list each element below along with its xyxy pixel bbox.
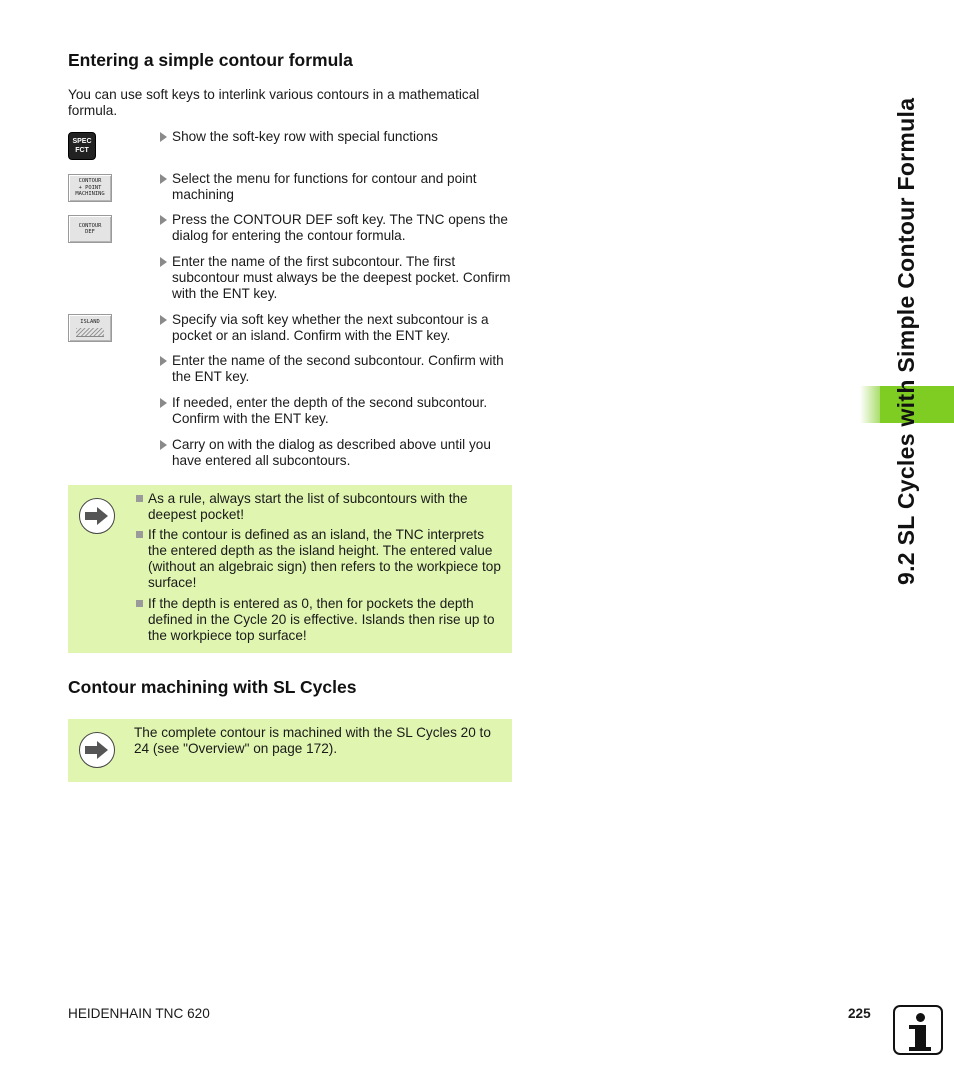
step-item	[160, 129, 515, 145]
note-text: If the contour is defined as an island, the TNC interprets the entered depth as the island height. The entered value (without an algebraic sign) then refers to the workpiece top surface!	[148, 527, 501, 590]
triangle-bullet-icon	[160, 440, 167, 450]
step-text: Show the soft-key row with special functions	[172, 129, 438, 144]
step-text: Press the CONTOUR DEF soft key. The TNC opens the dialog for entering the contour formula.	[172, 212, 508, 243]
triangle-bullet-icon	[160, 356, 167, 366]
step-item	[160, 212, 515, 244]
spec-fct-key[interactable]	[68, 132, 96, 160]
triangle-bullet-icon	[160, 257, 167, 267]
note-box-subcontours	[68, 485, 512, 653]
note-list-item	[134, 491, 504, 523]
step-text: Specify via soft key whether the next subcontour is a pocket or an island. Confirm with the ENT key.	[172, 312, 489, 343]
step-item	[160, 437, 515, 469]
section-heading-contour-machining: Contour machining with SL Cycles	[68, 677, 357, 697]
note-text: As a rule, always start the list of subcontours with the deepest pocket!	[148, 491, 468, 522]
arrow-right-icon	[79, 498, 115, 534]
island-hatch-icon	[76, 328, 104, 337]
contour-def-softkey[interactable]	[68, 215, 112, 243]
triangle-bullet-icon	[160, 174, 167, 184]
step-item	[160, 353, 515, 385]
section-heading-simple-contour-formula: Entering a simple contour formula	[68, 50, 353, 70]
step-text: Carry on with the dialog as described above until you have entered all subcontours.	[172, 437, 491, 468]
page-number: 225	[848, 1006, 871, 1021]
spec-fct-key-line2: FCT	[75, 147, 89, 154]
note-text: The complete contour is machined with the SL Cycles 20 to 24 (see "Overview" on page 172).	[134, 725, 491, 756]
intro-paragraph: You can use soft keys to interlink various contours in a mathematical formula.	[68, 87, 480, 118]
spec-fct-key-line1: SPEC	[72, 138, 92, 145]
softkey-line1: CONTOUR	[78, 178, 102, 185]
triangle-bullet-icon	[160, 132, 167, 142]
square-bullet-icon	[136, 600, 143, 607]
arrow-right-icon	[79, 732, 115, 768]
step-item	[160, 254, 515, 302]
note-list-item	[134, 527, 504, 591]
info-icon	[893, 1005, 943, 1055]
island-softkey[interactable]	[68, 314, 112, 342]
softkey-line1: CONTOUR	[78, 222, 102, 229]
chapter-side-title: 9.2 SL Cycles with Simple Contour Formula	[893, 97, 919, 585]
square-bullet-icon	[136, 495, 143, 502]
footer-product-name: HEIDENHAIN TNC 620	[68, 1006, 210, 1021]
triangle-bullet-icon	[160, 398, 167, 408]
softkey-line2: + POINT	[78, 184, 102, 191]
softkey-line1: ISLAND	[80, 318, 100, 325]
note-box-contour-machining	[68, 719, 512, 782]
step-item	[160, 171, 515, 203]
triangle-bullet-icon	[160, 315, 167, 325]
note-list-item	[134, 596, 504, 644]
step-text: If needed, enter the depth of the second subcontour. Confirm with the ENT key.	[172, 395, 488, 426]
step-item	[160, 312, 515, 344]
note-text: If the depth is entered as 0, then for pockets the depth defined in the Cycle 20 is effective. Islands then rise up to the workpiece top surface!	[148, 596, 495, 643]
step-text: Enter the name of the first subcontour. The first subcontour must always be the deepest pocket. Confirm with the ENT key.	[172, 254, 511, 301]
step-item	[160, 395, 515, 427]
contour-point-machining-softkey[interactable]	[68, 174, 112, 202]
softkey-line3: MACHINING	[75, 191, 105, 198]
step-text: Enter the name of the second subcontour. Confirm with the ENT key.	[172, 353, 504, 384]
step-text: Select the menu for functions for contour and point machining	[172, 171, 477, 202]
softkey-line2: DEF	[85, 229, 95, 235]
square-bullet-icon	[136, 531, 143, 538]
note-list	[134, 491, 504, 649]
triangle-bullet-icon	[160, 215, 167, 225]
